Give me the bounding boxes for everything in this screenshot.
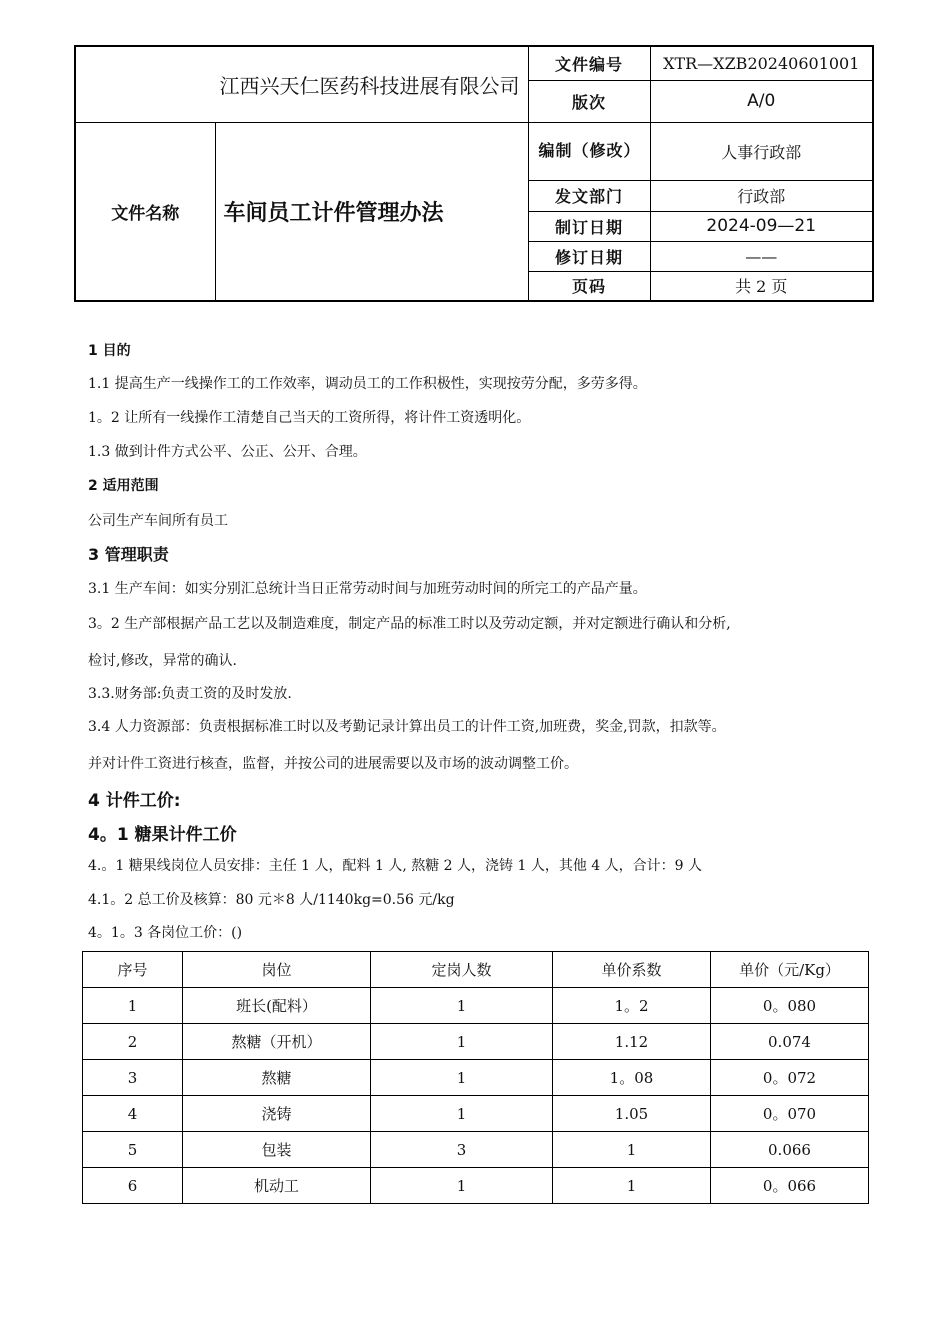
column-header: 岗位	[183, 952, 371, 988]
table-cell: 1	[371, 1024, 553, 1060]
table-row	[83, 1060, 869, 1096]
paragraph-3-2a: 3。2 生产部根据产品工艺以及制造难度，制定产品的标准工时以及劳动定额，并对定额进行确认和分析,	[88, 616, 731, 632]
wage-table	[82, 951, 869, 1204]
table-cell: 1	[371, 1168, 553, 1204]
field-value-editor: 人事行政部	[650, 122, 873, 180]
field-label-revision-date: 修订日期	[528, 241, 650, 271]
paragraph-3-3: 3.3.财务部:负责工资的及时发放.	[88, 686, 292, 702]
field-value-revision-date: ——	[650, 241, 873, 271]
document-header-table	[74, 45, 874, 302]
file-name-label: 文件名称	[75, 122, 215, 301]
table-cell: 0.066	[711, 1132, 869, 1168]
column-header: 单价系数	[553, 952, 711, 988]
table-cell: 1	[553, 1168, 711, 1204]
table-cell: 3	[83, 1060, 183, 1096]
table-cell: 1.12	[553, 1024, 711, 1060]
table-cell: 1	[371, 1096, 553, 1132]
column-header: 序号	[83, 952, 183, 988]
paragraph-3-4a: 3.4 人力资源部：负责根据标准工时以及考勤记录计算出员工的计件工资,加班费，奖金,罚款，扣款等。	[88, 719, 726, 735]
table-cell: 1。2	[553, 988, 711, 1024]
paragraph-3-1: 3.1 生产车间：如实分别汇总统计当日正常劳动时间与加班劳动时间的所完工的产品产量。	[88, 581, 647, 597]
column-header: 定岗人数	[371, 952, 553, 988]
column-header: 单价（元/Kg）	[711, 952, 869, 988]
table-cell: 机动工	[183, 1168, 371, 1204]
field-label-doc-number: 文件编号	[528, 46, 650, 80]
table-cell: 5	[83, 1132, 183, 1168]
table-row	[83, 1096, 869, 1132]
field-label-issuing-dept: 发文部门	[528, 180, 650, 211]
table-cell: 1。08	[553, 1060, 711, 1096]
field-label-version: 版次	[528, 80, 650, 122]
section-1-heading: 1 目的	[88, 343, 131, 359]
paragraph-4-1-2: 4.1。2 总工价及核算：80 元＊8 人/1140kg=0.56 元/kg	[88, 892, 455, 908]
table-row	[83, 1132, 869, 1168]
field-value-version: A/0	[650, 80, 873, 122]
paragraph-3-4b: 并对计件工资进行核查，监督，并按公司的进展需要以及市场的波动调整工价。	[88, 756, 578, 772]
table-cell: 0。072	[711, 1060, 869, 1096]
field-value-doc-number: XTR—XZB20240601001	[650, 46, 873, 80]
table-cell: 0。080	[711, 988, 869, 1024]
table-cell: 2	[83, 1024, 183, 1060]
table-cell: 1	[371, 988, 553, 1024]
table-cell: 0。070	[711, 1096, 869, 1132]
field-label-editor: 编制（修改）	[528, 122, 650, 180]
paragraph-1-1: 1.1 提高生产一线操作工的工作效率，调动员工的工作积极性，实现按劳分配，多劳多得。	[88, 376, 647, 392]
paragraph-1-2: 1。2 让所有一线操作工清楚自己当天的工资所得，将计件工资透明化。	[88, 410, 531, 426]
field-label-page: 页码	[528, 271, 650, 301]
table-row	[83, 1024, 869, 1060]
table-cell: 1	[83, 988, 183, 1024]
table-cell: 熬糖（开机）	[183, 1024, 371, 1060]
table-cell: 包装	[183, 1132, 371, 1168]
table-cell: 0.074	[711, 1024, 869, 1060]
section-4-1-heading: 4。1 糖果计件工价	[88, 825, 237, 845]
section-4-heading: 4 计件工价:	[88, 791, 181, 811]
field-value-page: 共 2 页	[650, 271, 873, 301]
table-cell: 浇铸	[183, 1096, 371, 1132]
field-value-issue-date: 2024-09—21	[650, 211, 873, 241]
table-cell: 0。066	[711, 1168, 869, 1204]
section-2-heading: 2 适用范围	[88, 478, 159, 494]
paragraph-4-1-3: 4。1。3 各岗位工价：()	[88, 925, 243, 941]
field-value-issuing-dept: 行政部	[650, 180, 873, 211]
company-name: 江西兴天仁医药科技进展有限公司	[75, 46, 528, 122]
paragraph-1-3: 1.3 做到计件方式公平、公正、公开、合理。	[88, 444, 367, 460]
section-3-heading: 3 管理职责	[88, 545, 169, 564]
table-cell: 3	[371, 1132, 553, 1168]
table-cell: 班长(配料）	[183, 988, 371, 1024]
file-name-title: 车间员工计件管理办法	[215, 122, 528, 301]
table-cell: 1	[371, 1060, 553, 1096]
paragraph-4-1-1: 4.。1 糖果线岗位人员安排：主任 1 人，配料 1 人, 熬糖 2 人，浇铸 1 人，其他 4 人，合计：9 人	[88, 858, 703, 874]
table-cell: 1.05	[553, 1096, 711, 1132]
table-cell: 6	[83, 1168, 183, 1204]
field-label-issue-date: 制订日期	[528, 211, 650, 241]
table-header-row	[83, 952, 869, 988]
table-cell: 4	[83, 1096, 183, 1132]
table-row	[83, 1168, 869, 1204]
table-cell: 1	[553, 1132, 711, 1168]
paragraph-3-2b: 检讨,修改，异常的确认.	[88, 653, 237, 669]
table-row	[83, 988, 869, 1024]
table-cell: 熬糖	[183, 1060, 371, 1096]
paragraph-2: 公司生产车间所有员工	[88, 513, 228, 529]
